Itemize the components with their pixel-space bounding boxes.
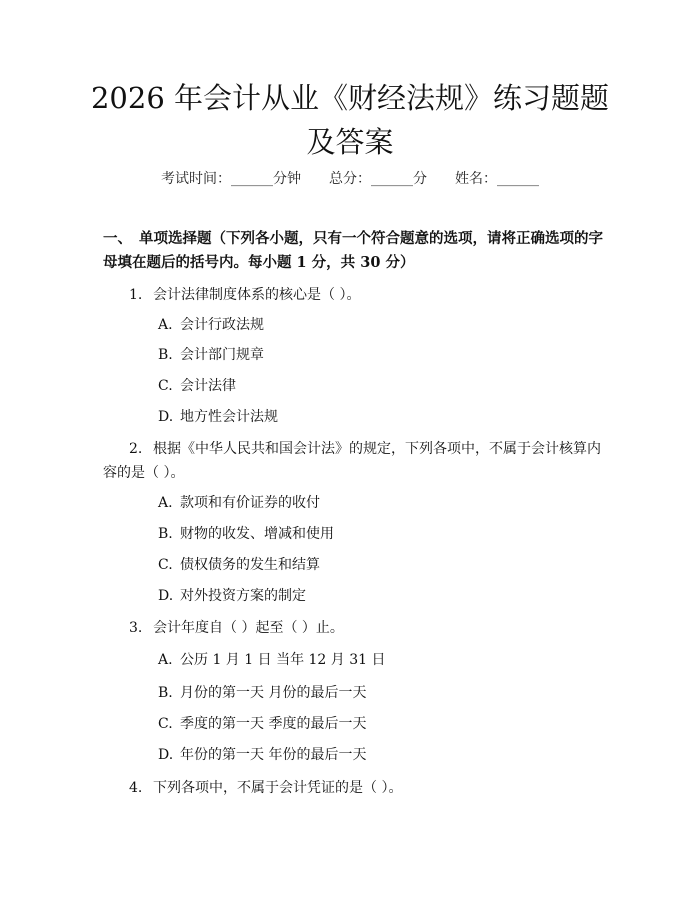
option-1d (158, 408, 278, 426)
option-2d (158, 587, 306, 605)
option-letter: C. (158, 716, 173, 732)
question-2 (103, 437, 603, 485)
option-2a (158, 494, 320, 512)
option-text: 财物的收发、增减和使用 (180, 526, 334, 542)
question-text: 下列各项中，不属于会计凭证的是（ ）。 (153, 780, 403, 796)
option-letter: D. (158, 588, 174, 604)
question-number: 4. (129, 780, 143, 796)
option-1c (158, 377, 236, 395)
option-text: 月份的第一天 月份的最后一天 (180, 685, 367, 701)
option-text: 款项和有价证券的收付 (180, 495, 320, 511)
option-text: 公历 1 月 1 日 当年 12 月 31 日 (180, 652, 386, 668)
option-1b (158, 346, 264, 364)
exam-info-line: 考试时间：______分钟 总分：______分 姓名：______ (161, 171, 539, 187)
question-number: 3. (129, 620, 143, 636)
question-1 (103, 283, 603, 307)
option-text: 会计部门规章 (180, 347, 264, 363)
page-title: 2026 年会计从业《财经法规》练习题题及答案 (90, 81, 610, 159)
option-letter: D. (158, 409, 174, 425)
option-letter: A. (158, 317, 173, 333)
question-number: 2. (129, 441, 143, 457)
option-text: 会计行政法规 (180, 317, 264, 333)
option-letter: B. (158, 526, 173, 542)
question-text: 会计年度自（ ）起至（ ）止。 (153, 620, 344, 636)
option-letter: A. (158, 495, 173, 511)
option-3b (158, 684, 366, 702)
question-3 (103, 616, 603, 640)
option-letter: C. (158, 557, 173, 573)
option-letter: B. (158, 347, 173, 363)
option-2b (158, 525, 334, 543)
question-4 (103, 776, 603, 800)
option-text: 地方性会计法规 (180, 409, 278, 425)
option-letter: C. (158, 378, 173, 394)
option-letter: B. (158, 685, 173, 701)
option-3d (158, 746, 366, 764)
option-letter: A. (158, 652, 173, 668)
option-1a (158, 316, 264, 334)
question-text: 根据《中华人民共和国会计法》的规定，下列各项中，不属于会计核算内容的是（ ）。 (103, 441, 601, 481)
section-heading (103, 227, 603, 275)
option-text: 季度的第一天 季度的最后一天 (180, 716, 367, 732)
option-2c (158, 556, 320, 574)
option-text: 债权债务的发生和结算 (180, 557, 320, 573)
question-text: 会计法律制度体系的核心是（ ）。 (153, 287, 361, 303)
section-number: 一、 (103, 230, 132, 247)
section-instructions: 单项选择题（下列各小题，只有一个符合题意的选项，请将正确选项的字母填在题后的括号内。每小题 1 分，共 30 分） (103, 230, 603, 271)
option-text: 年份的第一天 年份的最后一天 (180, 747, 367, 763)
option-text: 对外投资方案的制定 (180, 588, 306, 604)
option-letter: D. (158, 747, 174, 763)
option-3a (158, 651, 386, 669)
question-number: 1. (129, 287, 143, 303)
option-3c (158, 715, 366, 733)
option-text: 会计法律 (180, 378, 236, 394)
